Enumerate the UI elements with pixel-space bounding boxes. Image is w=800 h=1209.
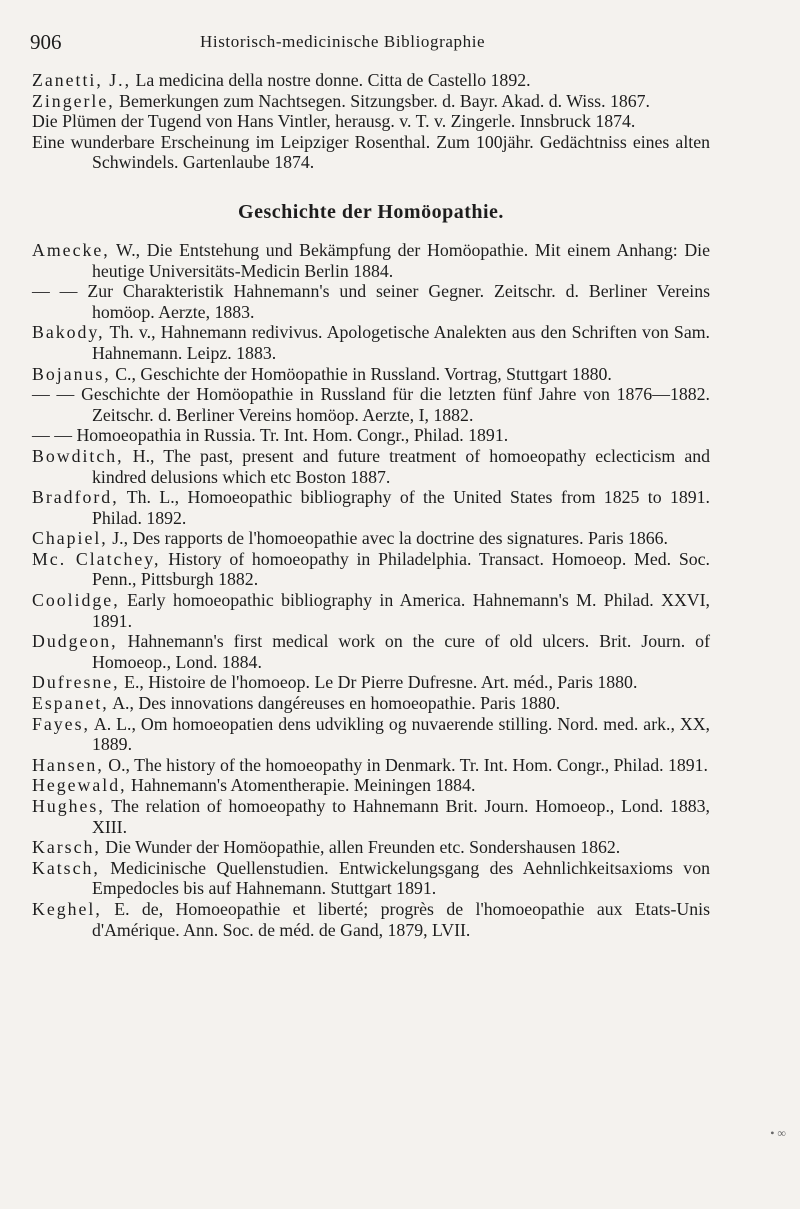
- bibliography-entry: [32, 858, 710, 899]
- bibliography-entry: [32, 837, 710, 858]
- section-heading: Geschichte der Homöopathie.: [238, 200, 504, 223]
- entry-author: Espanet,: [32, 693, 109, 714]
- entry-text: Medicinische Quellenstudien. Entwickelungsgang des Aehnlichkeitsaxioms von Empedocles bis auf Hahnemann. Stuttgart 1891.: [92, 857, 710, 899]
- entry-author: Zanetti, J.,: [32, 70, 132, 90]
- bibliography-entry: [32, 693, 710, 714]
- bibliography-entry: [32, 364, 710, 385]
- bibliography-entry: [32, 446, 710, 487]
- bibliography-entry: [32, 384, 710, 425]
- entry-author: Bowditch,: [32, 445, 124, 466]
- bibliography-entry: [32, 487, 710, 528]
- entry-text: Th. L., Homoeopathic bibliography of the United States from 1825 to 1891. Philad. 1892.: [92, 487, 710, 528]
- entry-author: Bradford,: [32, 487, 119, 508]
- entry-author: Keghel,: [32, 898, 102, 919]
- entry-text: J., Des rapports de l'homoeopathie avec la doctrine des signatures. Paris 1866.: [112, 528, 668, 549]
- entry-author: Hegewald,: [32, 775, 127, 796]
- entry-author: Karsch,: [32, 837, 101, 858]
- entry-text: E. de, Homoeopathie et liberté; progrès de l'homoeopathie aux Etats-Unis d'Amérique. Ann. Soc. de méd. de Gand, 1879, LVII.: [92, 898, 710, 940]
- entry-text: La medicina della nostre donne. Citta de Castello 1892.: [135, 70, 531, 90]
- entry-text: H., The past, present and future treatment of homoeopathy eclecticism and kindred delusions which etc Boston 1887.: [92, 445, 710, 487]
- bibliography-entry: [32, 631, 710, 672]
- entry-text: O., The history of the homoeopathy in Denmark. Tr. Int. Hom. Congr., Philad. 1891.: [108, 754, 708, 775]
- entry-author: Chapiel,: [32, 528, 108, 549]
- bibliography-entry: [32, 755, 710, 776]
- entry-text: — — Zur Charakteristik Hahnemann's und seiner Gegner. Zeitschr. d. Berliner Vereins homöop. Aerzte, 1883.: [32, 281, 710, 322]
- bibliography-entry: [32, 281, 710, 322]
- entry-author: Bojanus,: [32, 363, 111, 384]
- entry-text: — — Homoeopathia in Russia. Tr. Int. Hom. Congr., Philad. 1891.: [32, 425, 509, 446]
- entry-list-top: [32, 70, 710, 173]
- entry-list-section: [32, 240, 710, 940]
- page-header: [30, 28, 770, 56]
- entry-text: — — Geschichte der Homöopathie in Russland für die letzten fünf Jahre von 1876—1882. Zeitschr. d. Berliner Vereins homöop. Aerzte, I, 1882.: [32, 384, 710, 425]
- entry-author: Hughes,: [32, 796, 105, 816]
- entry-text: Early homoeopathic bibliography in America. Hahnemann's M. Philad. XXVI, 1891.: [92, 590, 710, 631]
- entry-author: Zingerle,: [32, 90, 115, 111]
- bibliography-entry: [32, 425, 710, 446]
- bibliography-entry: [32, 590, 710, 631]
- margin-mark: • ∞: [770, 1126, 786, 1140]
- entry-text: History of homoeopathy in Philadelphia. Transact. Homoeop. Med. Soc. Penn., Pittsburgh 1882.: [92, 548, 710, 590]
- entry-text: Th. v., Hahnemann redivivus. Apologetische Analekten aus den Schriften von Sam. Hahnemann. Leipz. 1883.: [92, 322, 710, 363]
- bibliography-entry: [32, 899, 710, 940]
- entry-author: Coolidge,: [32, 590, 120, 611]
- bibliography-entry: [32, 111, 710, 132]
- entry-author: Hansen,: [32, 754, 104, 775]
- bibliography-entry: [32, 528, 710, 549]
- entry-text: Eine wunderbare Erscheinung im Leipziger Rosenthal. Zum 100jähr. Gedächtniss eines alten Schwindels. Gartenlaube 1874.: [32, 131, 710, 173]
- bibliography-entry: [32, 132, 710, 173]
- entry-text: Hahnemann's first medical work on the cure of old ulcers. Brit. Journ. of Homoeop., Lond. 1884.: [92, 631, 710, 672]
- entry-text: A., Des innovations dangéreuses en homoeopathie. Paris 1880.: [112, 693, 561, 714]
- bibliography-entry: [32, 775, 710, 796]
- entry-text: E., Histoire de l'homoeop. Le Dr Pierre Dufresne. Art. méd., Paris 1880.: [124, 672, 638, 693]
- bibliography-body: [32, 70, 710, 940]
- entry-text: Die Plümen der Tugend von Hans Vintler, herausg. v. T. v. Zingerle. Innsbruck 1874.: [32, 111, 636, 132]
- bibliography-entry: [32, 322, 710, 363]
- entry-text: Die Wunder der Homöopathie, allen Freunden etc. Sondershausen 1862.: [105, 837, 621, 858]
- entry-text: The relation of homoeopathy to Hahnemann Brit. Journ. Homoeop., Lond. 1883, XIII.: [92, 796, 710, 837]
- entry-author: Mc. Clatchey,: [32, 548, 161, 569]
- entry-author: Katsch,: [32, 857, 100, 878]
- entry-author: Dufresne,: [32, 672, 120, 693]
- bibliography-entry: [32, 714, 710, 755]
- running-head: Historisch-medicinische Bibliographie: [200, 32, 486, 51]
- entry-text: C., Geschichte der Homöopathie in Russland. Vortrag, Stuttgart 1880.: [115, 363, 612, 384]
- entry-text: W., Die Entstehung und Bekämpfung der Homöopathie. Mit einem Anhang: Die heutige Universitäts-Medicin Berlin 1884.: [92, 239, 711, 281]
- bibliography-entry: [32, 672, 710, 693]
- bibliography-entry: [32, 91, 710, 112]
- entry-author: Dudgeon,: [32, 631, 118, 652]
- entry-text: Bemerkungen zum Nachtsegen. Sitzungsber. d. Bayr. Akad. d. Wiss. 1867.: [119, 90, 650, 111]
- entry-text: Hahnemann's Atomentherapie. Meiningen 1884.: [130, 775, 476, 796]
- entry-text: A. L., Om homoeopatien dens udvikling og nuvaerende stilling. Nord. med. ark., XX, 1889.: [92, 713, 710, 755]
- entry-author: Bakody,: [32, 322, 105, 343]
- bibliography-entry: [32, 70, 710, 91]
- bibliography-entry: [32, 796, 710, 837]
- entry-author: Fayes,: [32, 713, 90, 734]
- bibliography-entry: [32, 549, 710, 590]
- bibliography-entry: [32, 240, 710, 281]
- entry-author: Amecke,: [32, 239, 110, 260]
- page-number: 906: [30, 30, 62, 54]
